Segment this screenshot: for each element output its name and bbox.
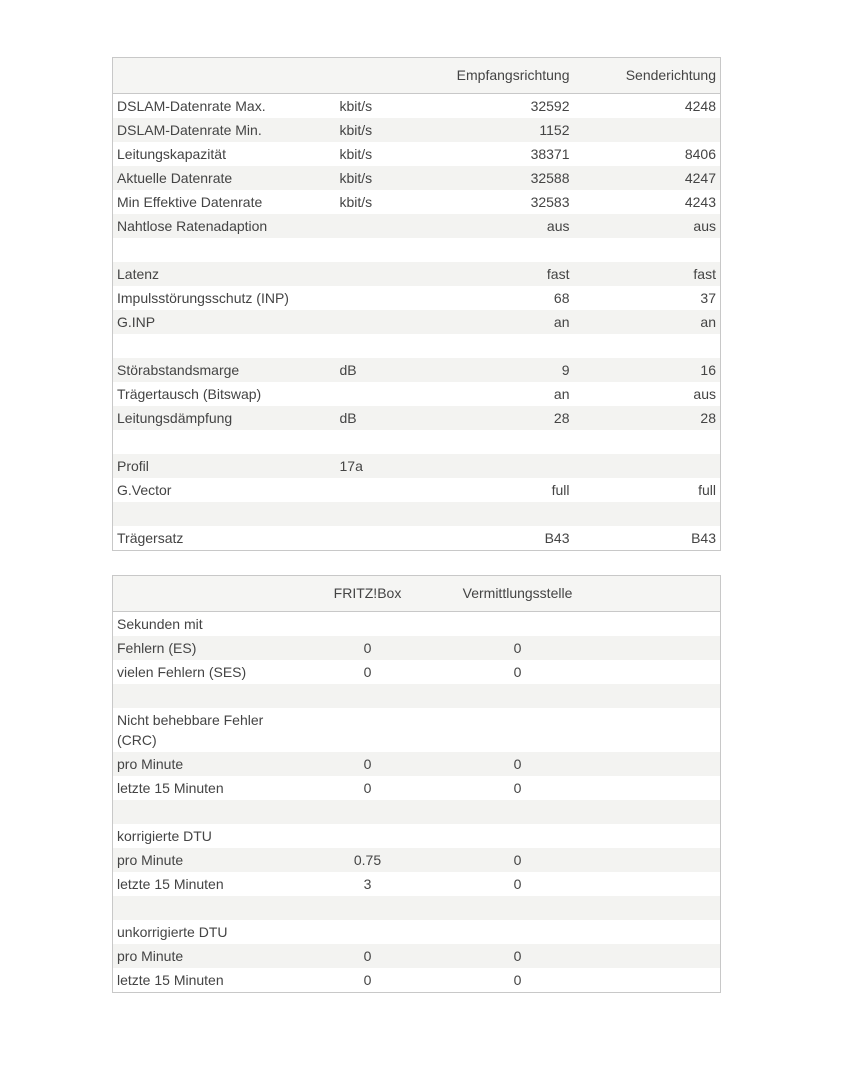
- row-fritzbox-value: [303, 708, 433, 752]
- empty-cell: [603, 944, 721, 968]
- table-row: [113, 358, 721, 382]
- table-row: [113, 752, 721, 776]
- spacer-row: [113, 430, 721, 454]
- spacer-row: [113, 896, 721, 920]
- row-exchange-value: 0: [433, 968, 603, 993]
- row-unit: [336, 310, 416, 334]
- header-label: [113, 58, 336, 94]
- row-exchange-value: 0: [433, 752, 603, 776]
- row-upstream-value: fast: [574, 262, 721, 286]
- row-exchange-value: 0: [433, 636, 603, 660]
- empty-cell: [603, 920, 721, 944]
- row-unit: dB: [336, 358, 416, 382]
- row-downstream-value: aus: [416, 214, 574, 238]
- row-exchange-value: [433, 708, 603, 752]
- table-row: [113, 526, 721, 551]
- row-exchange-value: [433, 920, 603, 944]
- dsl-line-table: [112, 57, 721, 551]
- row-upstream-value: [574, 334, 721, 358]
- table-row: [113, 776, 721, 800]
- row-downstream-value: an: [416, 382, 574, 406]
- row-fritzbox-value: 3: [303, 872, 433, 896]
- row-upstream-value: [574, 238, 721, 262]
- row-upstream-value: 4247: [574, 166, 721, 190]
- row-downstream-value: [416, 430, 574, 454]
- table-row: [113, 454, 721, 478]
- row-unit: kbit/s: [336, 94, 416, 119]
- row-downstream-value: 28: [416, 406, 574, 430]
- row-downstream-value: B43: [416, 526, 574, 551]
- row-downstream-value: 32588: [416, 166, 574, 190]
- empty-cell: [603, 684, 721, 708]
- empty-cell: [603, 968, 721, 993]
- row-label: [113, 684, 303, 708]
- table-row: [113, 310, 721, 334]
- header-downstream: Empfangsrichtung: [416, 58, 574, 94]
- spacer-row: [113, 334, 721, 358]
- table-row: [113, 872, 721, 896]
- row-upstream-value: [574, 502, 721, 526]
- row-label: unkorrigierte DTU: [113, 920, 303, 944]
- row-exchange-value: 0: [433, 944, 603, 968]
- row-exchange-value: [433, 684, 603, 708]
- row-label: korrigierte DTU: [113, 824, 303, 848]
- row-label: Sekunden mit: [113, 612, 303, 637]
- row-fritzbox-value: 0: [303, 968, 433, 993]
- row-upstream-value: 16: [574, 358, 721, 382]
- row-unit: [336, 334, 416, 358]
- table-row: [113, 478, 721, 502]
- empty-cell: [603, 824, 721, 848]
- header-unit: [336, 58, 416, 94]
- row-label: Störabstandsmarge: [113, 358, 336, 382]
- table-row: [113, 406, 721, 430]
- row-fritzbox-value: [303, 896, 433, 920]
- row-unit: [336, 502, 416, 526]
- row-downstream-value: fast: [416, 262, 574, 286]
- row-exchange-value: 0: [433, 872, 603, 896]
- row-exchange-value: [433, 612, 603, 637]
- row-label: Nahtlose Ratenadaption: [113, 214, 336, 238]
- row-label: letzte 15 Minuten: [113, 872, 303, 896]
- row-fritzbox-value: [303, 684, 433, 708]
- row-label: G.INP: [113, 310, 336, 334]
- row-upstream-value: 28: [574, 406, 721, 430]
- row-unit: [336, 214, 416, 238]
- table-row: [113, 214, 721, 238]
- table-row: [113, 118, 721, 142]
- row-downstream-value: 32583: [416, 190, 574, 214]
- row-label: DSLAM-Datenrate Min.: [113, 118, 336, 142]
- row-unit: [336, 238, 416, 262]
- row-exchange-value: [433, 824, 603, 848]
- table-row: [113, 920, 721, 944]
- row-unit: [336, 526, 416, 551]
- row-label: [113, 896, 303, 920]
- row-label: Leitungskapazität: [113, 142, 336, 166]
- row-unit: [336, 382, 416, 406]
- header-label: [113, 576, 303, 612]
- table-row: [113, 94, 721, 119]
- row-label: Latenz: [113, 262, 336, 286]
- row-label: Nicht behebbare Fehler (CRC): [113, 708, 303, 752]
- table-row: [113, 968, 721, 993]
- row-label: vielen Fehlern (SES): [113, 660, 303, 684]
- spacer-row: [113, 502, 721, 526]
- empty-cell: [603, 848, 721, 872]
- spacer-row: [113, 238, 721, 262]
- row-label: letzte 15 Minuten: [113, 968, 303, 993]
- row-unit: [336, 262, 416, 286]
- row-downstream-value: [416, 454, 574, 478]
- table-row: [113, 382, 721, 406]
- row-fritzbox-value: 0: [303, 636, 433, 660]
- empty-cell: [603, 896, 721, 920]
- header-empty: [603, 576, 721, 612]
- row-downstream-value: 9: [416, 358, 574, 382]
- row-exchange-value: 0: [433, 848, 603, 872]
- table-row: [113, 142, 721, 166]
- row-fritzbox-value: 0: [303, 752, 433, 776]
- row-fritzbox-value: [303, 920, 433, 944]
- row-upstream-value: [574, 430, 721, 454]
- row-unit: [336, 478, 416, 502]
- empty-cell: [603, 612, 721, 637]
- row-upstream-value: full: [574, 478, 721, 502]
- row-exchange-value: [433, 800, 603, 824]
- row-label: Min Effektive Datenrate: [113, 190, 336, 214]
- empty-cell: [603, 752, 721, 776]
- spacer-row: [113, 684, 721, 708]
- row-upstream-value: [574, 454, 721, 478]
- spacer-row: [113, 800, 721, 824]
- row-label: Impulsstörungsschutz (INP): [113, 286, 336, 310]
- row-label: [113, 430, 336, 454]
- row-unit: [336, 430, 416, 454]
- row-label: [113, 502, 336, 526]
- empty-cell: [603, 636, 721, 660]
- row-label: pro Minute: [113, 944, 303, 968]
- row-downstream-value: 38371: [416, 142, 574, 166]
- row-label: Aktuelle Datenrate: [113, 166, 336, 190]
- header-exchange: Vermittlungsstelle: [433, 576, 603, 612]
- row-upstream-value: 8406: [574, 142, 721, 166]
- table-row: [113, 660, 721, 684]
- error-statistics-table: [112, 575, 721, 993]
- row-upstream-value: B43: [574, 526, 721, 551]
- row-unit: 17a: [336, 454, 416, 478]
- row-downstream-value: 68: [416, 286, 574, 310]
- row-fritzbox-value: 0: [303, 776, 433, 800]
- row-label: pro Minute: [113, 752, 303, 776]
- header-row: [113, 58, 721, 94]
- row-fritzbox-value: [303, 612, 433, 637]
- row-label: letzte 15 Minuten: [113, 776, 303, 800]
- table-row: [113, 636, 721, 660]
- table-row: [113, 824, 721, 848]
- row-downstream-value: [416, 238, 574, 262]
- row-label: Leitungsdämpfung: [113, 406, 336, 430]
- row-unit: kbit/s: [336, 118, 416, 142]
- table-row: [113, 166, 721, 190]
- row-label: Trägertausch (Bitswap): [113, 382, 336, 406]
- row-unit: dB: [336, 406, 416, 430]
- row-upstream-value: [574, 118, 721, 142]
- row-label: Trägersatz: [113, 526, 336, 551]
- row-label: [113, 334, 336, 358]
- row-upstream-value: an: [574, 310, 721, 334]
- row-downstream-value: 1152: [416, 118, 574, 142]
- row-fritzbox-value: 0: [303, 944, 433, 968]
- row-fritzbox-value: [303, 800, 433, 824]
- row-fritzbox-value: 0: [303, 660, 433, 684]
- row-exchange-value: [433, 896, 603, 920]
- empty-cell: [603, 708, 721, 752]
- table-row: [113, 190, 721, 214]
- row-label: DSLAM-Datenrate Max.: [113, 94, 336, 119]
- row-upstream-value: 37: [574, 286, 721, 310]
- table-row: [113, 286, 721, 310]
- row-downstream-value: [416, 334, 574, 358]
- header-row: [113, 576, 721, 612]
- table-row: [113, 944, 721, 968]
- row-unit: kbit/s: [336, 190, 416, 214]
- empty-cell: [603, 660, 721, 684]
- row-label: G.Vector: [113, 478, 336, 502]
- row-fritzbox-value: 0.75: [303, 848, 433, 872]
- empty-cell: [603, 800, 721, 824]
- row-unit: [336, 286, 416, 310]
- row-fritzbox-value: [303, 824, 433, 848]
- header-fritzbox: FRITZ!Box: [303, 576, 433, 612]
- row-label: [113, 800, 303, 824]
- table-row: [113, 708, 721, 752]
- row-upstream-value: aus: [574, 214, 721, 238]
- table-row: [113, 262, 721, 286]
- row-exchange-value: 0: [433, 776, 603, 800]
- row-label: [113, 238, 336, 262]
- row-unit: kbit/s: [336, 166, 416, 190]
- row-downstream-value: 32592: [416, 94, 574, 119]
- row-label: Profil: [113, 454, 336, 478]
- header-upstream: Senderichtung: [574, 58, 721, 94]
- row-label: pro Minute: [113, 848, 303, 872]
- row-unit: kbit/s: [336, 142, 416, 166]
- row-downstream-value: full: [416, 478, 574, 502]
- row-upstream-value: 4243: [574, 190, 721, 214]
- row-exchange-value: 0: [433, 660, 603, 684]
- row-label: Fehlern (ES): [113, 636, 303, 660]
- row-downstream-value: an: [416, 310, 574, 334]
- row-downstream-value: [416, 502, 574, 526]
- row-upstream-value: 4248: [574, 94, 721, 119]
- table-row: [113, 848, 721, 872]
- empty-cell: [603, 872, 721, 896]
- row-upstream-value: aus: [574, 382, 721, 406]
- empty-cell: [603, 776, 721, 800]
- table-row: [113, 612, 721, 637]
